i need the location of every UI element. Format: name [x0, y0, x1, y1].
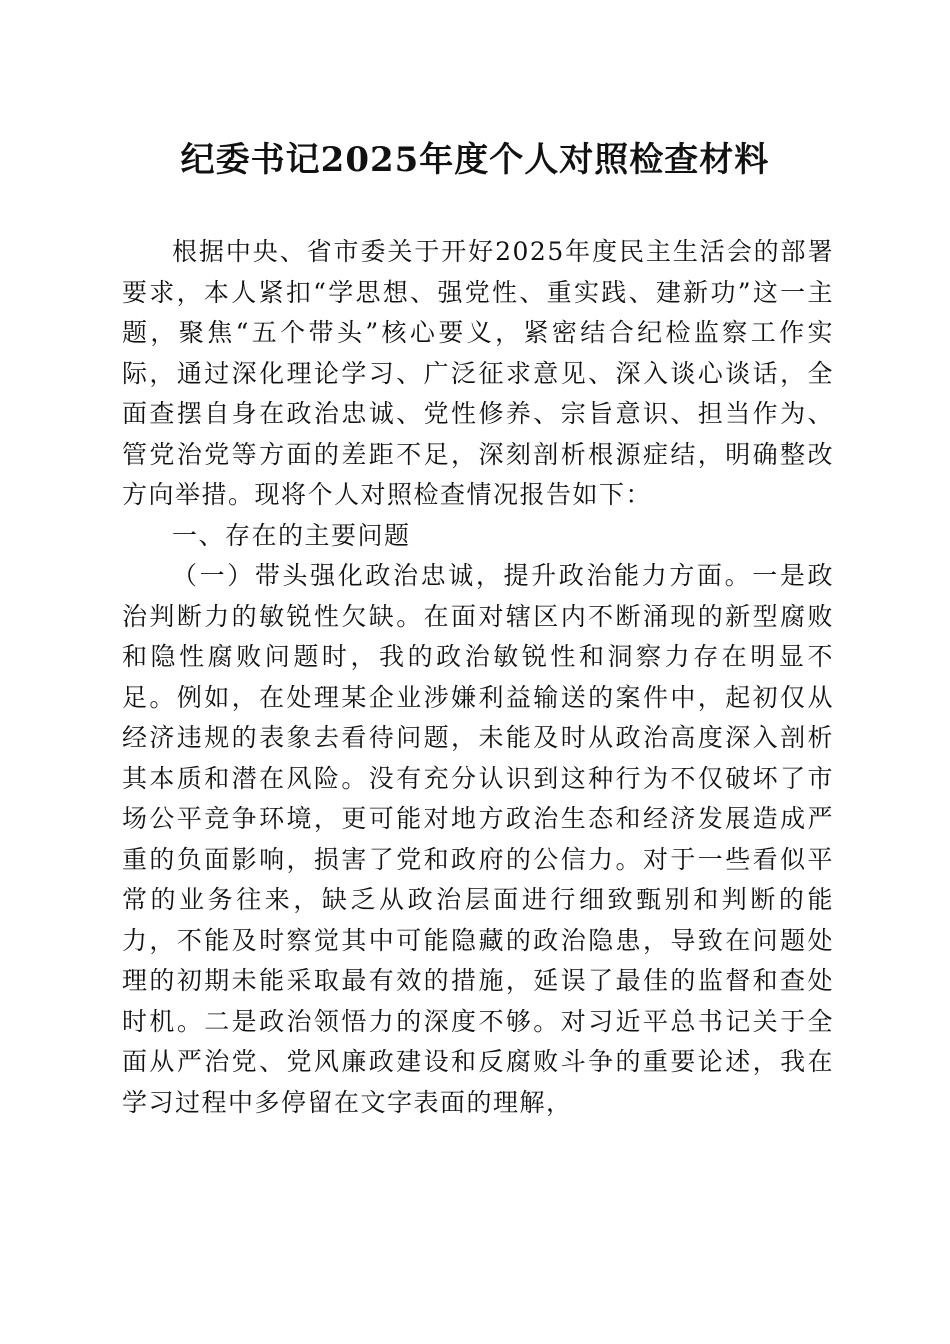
subsection-body: 一是政治判断力的敏锐性欠缺。在面对辖区内不断涌现的新型腐败和隐性腐败问题时，我的政治敏锐性和洞察力存在明显不足。例如，在处理某企业涉嫌利益输送的案件中，起初仅从经济违规的表象去看待问题，未能及时从政治高度深入剖析其本质和潜在风险。没有充分认识到这种行为不仅破坏了市场公平竞争环境，更可能对地方政治生态和经济发展造成严重的负面影响，损害了党和政府的公信力。对于一些看似平常的业务往来，缺乏从政治层面进行细致甄别和判断的能力，不能及时察觉其中可能隐藏的政治隐患，导致在问题处理的初期未能采取最有效的措施，延误了最佳的监督和查处时机。二是政治领悟力的深度不够。对习近平总书记关于全面从严治党、党风廉政建设和反腐败斗争的重要论述，我在学习过程中多停留在文字表面的理解， [122, 561, 834, 1117]
intro-paragraph: 根据中央、省市委关于开好2025年度民主生活会的部署要求，本人紧扣“学思想、强党性、重实践、建新功”这一主题，聚焦“五个带头”核心要义，紧密结合纪检监察工作实际，通过深化理论学习、广泛征求意见、深入谈心谈话，全面查摆自身在政治忠诚、党性修养、宗旨意识、担当作为、管党治党等方面的差距不足，深刻剖析根源症结，明确整改方向举措。现将个人对照检查情况报告如下： [122, 237, 834, 509]
subsection-lead: （一）带头强化政治忠诚，提升政治能力方面。 [172, 561, 753, 590]
document-body [122, 232, 834, 1123]
section-heading: 一、存在的主要问题 [172, 520, 411, 550]
subsection-paragraph [122, 556, 834, 1123]
document-title: 纪委书记2025年度个人对照检查材料 [180, 140, 770, 180]
